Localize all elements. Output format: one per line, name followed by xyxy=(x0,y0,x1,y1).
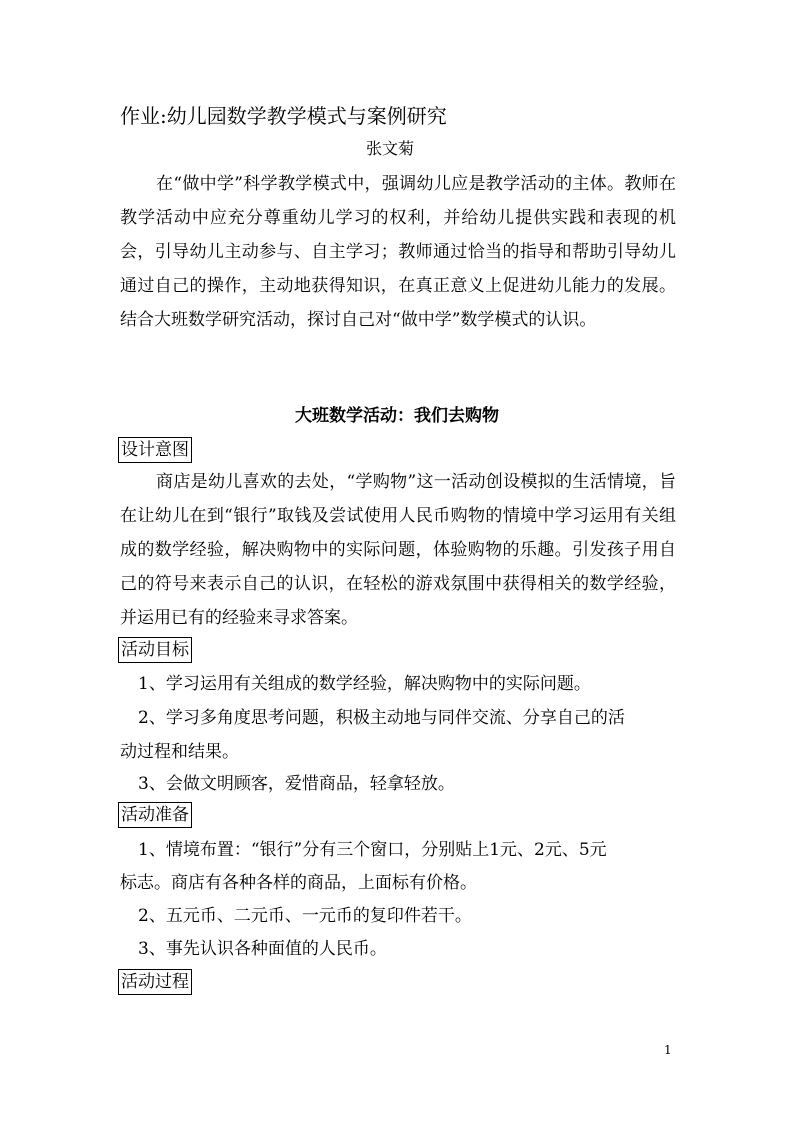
section-heading-process: 活动过程 xyxy=(118,969,192,995)
page-number: 1 xyxy=(664,1043,672,1057)
author-name: 张文菊 xyxy=(366,139,415,158)
section-heading-goals: 活动目标 xyxy=(118,637,192,663)
goal-item-1: 1、学习运用有关组成的数学经验，解决购物中的实际问题。 xyxy=(138,674,591,694)
prep-item-1: 1、情境布置：“银行”分有三个窗口，分别贴上1元、2元、5元 xyxy=(138,840,607,860)
goal-item-2: 2、学习多角度思考问题，积极主动地与同伴交流、分享自己的活 xyxy=(138,708,625,728)
activity-title: 大班数学活动：我们去购物 xyxy=(295,406,499,426)
intro-paragraph: 在“做中学”科学教学模式中，强调幼儿应是教学活动的主体。教师在教学活动中应充分尊重幼儿学习的权利，并给幼儿提供实践和表现的机会，引导幼儿主动参与、自主学习；教师通过恰当的指导和帮助引导幼儿通过自己的操作，主动地获得知识，在真正意义上促进幼儿能力的发展。结合大班数学研究活动，探讨自己对“做中学”数学模式的认识。 xyxy=(120,174,676,330)
document-title: 作业:幼儿园数学教学模式与案例研究 xyxy=(120,104,447,128)
goal-item-3: 3、会做文明顾客，爱惜商品，轻拿轻放。 xyxy=(138,774,455,794)
prep-item-3: 3、事先认识各种面值的人民币。 xyxy=(138,939,387,959)
section-heading-preparation: 活动准备 xyxy=(118,802,192,828)
prep-item-2: 2、五元币、二元币、一元币的复印件若干。 xyxy=(138,906,472,926)
goal-item-2-continued: 动过程和结果。 xyxy=(120,742,239,762)
prep-item-1-continued: 标志。商店有各种各样的商品，上面标有价格。 xyxy=(120,873,477,893)
design-paragraph: 商店是幼儿喜欢的去处，“学购物”这一活动创设模拟的生活情境，旨在让幼儿在到“银行”取钱及尝试使用人民币购物的情境中学习运用有关组成的数学经验，解决购物中的实际问题，体验购物的乐趣。引发孩子用自己的符号来表示自己的认识，在轻松的游戏氛围中获得相关的数学经验，并运用已有的经验来寻求答案。 xyxy=(120,472,676,628)
section-heading-design: 设计意图 xyxy=(118,437,192,463)
